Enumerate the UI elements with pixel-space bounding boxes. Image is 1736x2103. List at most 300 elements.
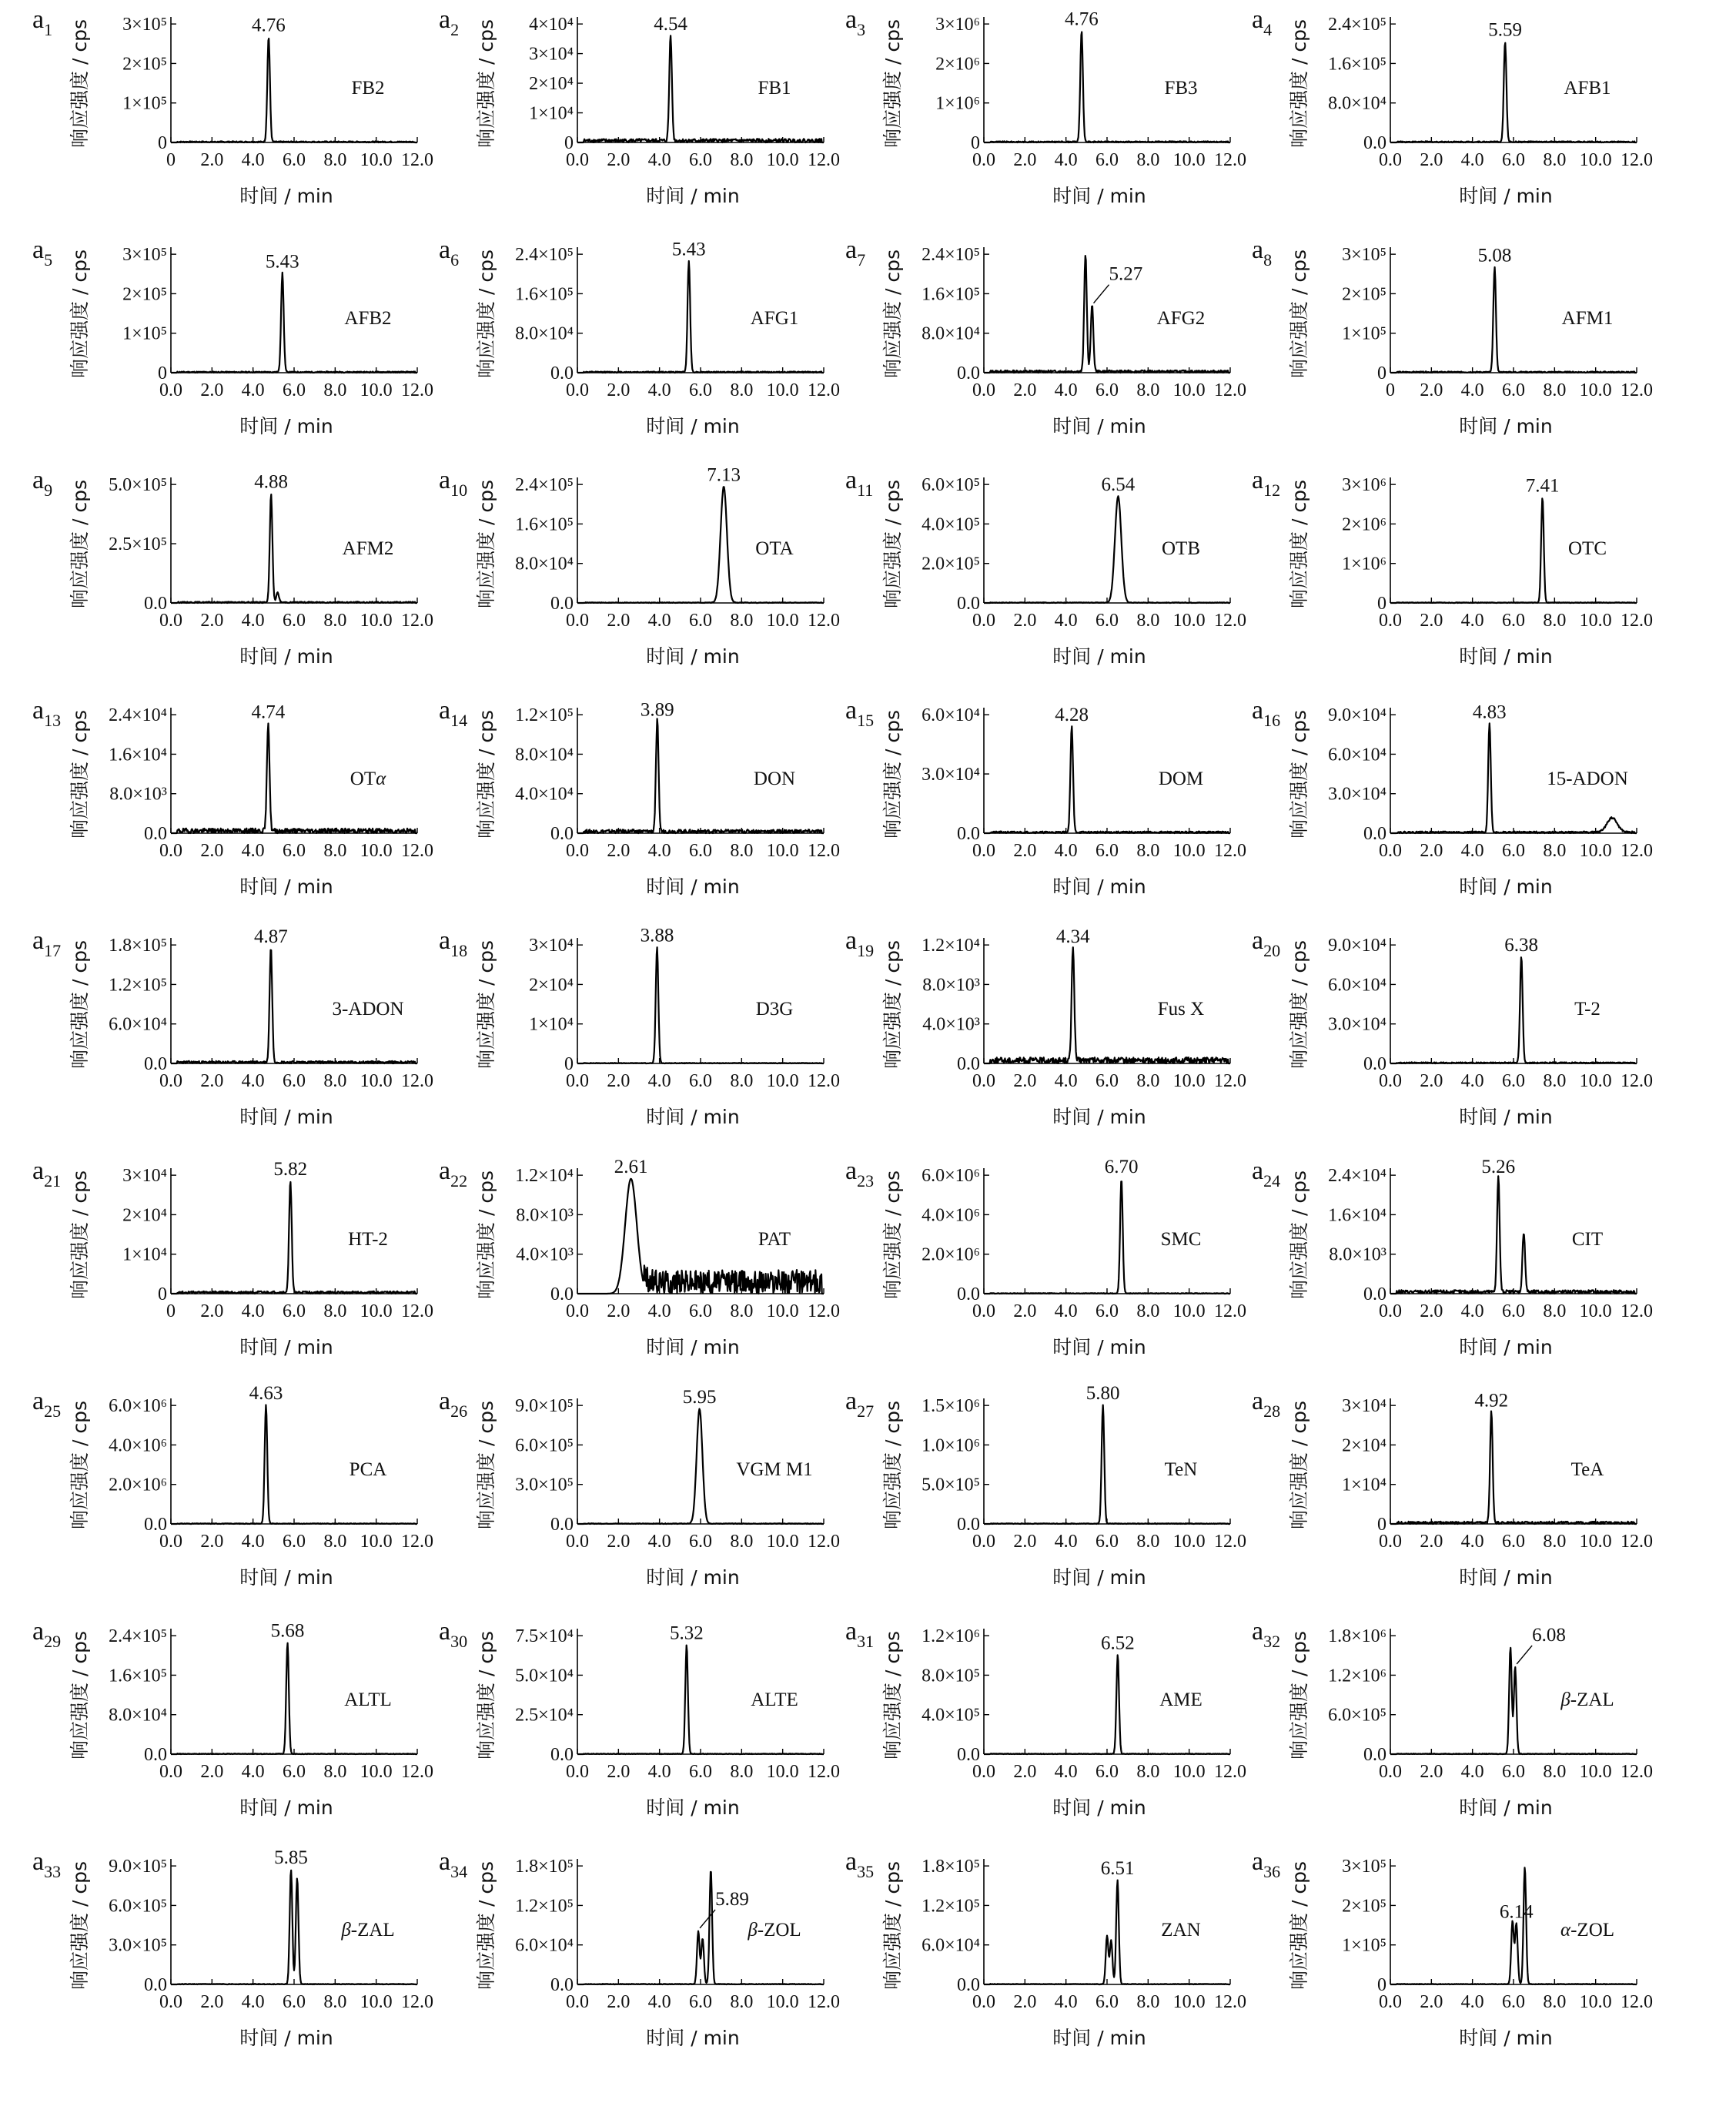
x-tick-label: 6.0	[1095, 1992, 1119, 2012]
chromatogram-panel	[406, 5, 840, 239]
x-axis-label: 时间 / min	[646, 1797, 740, 1819]
compound-name: Fus X	[1157, 999, 1205, 1020]
y-tick-label: 1×10⁴	[529, 1014, 574, 1035]
chromatogram-svg	[813, 5, 1246, 239]
y-tick-label: 4.0×10⁶	[109, 1435, 167, 1456]
x-tick-label: 12.0	[401, 1071, 433, 1091]
x-tick-label: 12.0	[1214, 150, 1246, 170]
peak-label: 6.54	[1101, 474, 1136, 495]
y-tick-label: 8.0×10³	[516, 1205, 574, 1226]
chromatogram-svg	[813, 1619, 1244, 1850]
x-tick-label: 6.0	[283, 611, 306, 631]
panel-id: $a_{35}$	[845, 1847, 875, 1881]
peak-leader	[1094, 285, 1109, 303]
x-tick-label: 12.0	[808, 150, 840, 170]
chromatogram-panel	[406, 1617, 840, 1850]
x-tick-label: 2.0	[200, 380, 224, 400]
y-axis-label: 响应强度 / cps	[881, 480, 904, 608]
x-tick-label: 2.0	[607, 611, 631, 631]
x-tick-label: 8.0	[1136, 380, 1160, 400]
x-tick-label: 4.0	[647, 150, 671, 170]
y-axis-label: 响应强度 / cps	[69, 19, 91, 148]
x-tick-label: 10.0	[1579, 1992, 1612, 2012]
y-tick-label: 2×10⁴	[122, 1205, 167, 1226]
x-tick-label: 6.0	[1095, 1762, 1119, 1782]
x-tick-label: 2.0	[607, 841, 631, 861]
chromatogram-svg	[1219, 468, 1651, 699]
x-axis-label: 时间 / min	[1052, 1797, 1146, 1819]
y-tick-label: 6.0×10⁵	[109, 1896, 167, 1917]
chromatogram-panel	[1219, 926, 1653, 1160]
x-tick-label: 12.0	[401, 150, 433, 170]
x-tick-label: 12.0	[1214, 1532, 1246, 1552]
x-tick-label: 12.0	[401, 841, 433, 861]
y-tick-label: 3.0×10⁴	[1328, 784, 1386, 805]
peak-label: 7.41	[1525, 475, 1560, 497]
chromatogram-panel	[1219, 1617, 1653, 1850]
y-tick-label: 6.0×10⁴	[922, 1935, 980, 1956]
x-axis-label: 时间 / min	[239, 2027, 333, 2049]
x-tick-label: 0.0	[566, 150, 589, 170]
x-tick-label: 8.0	[1543, 1301, 1567, 1321]
x-tick-label: 4.0	[241, 150, 265, 170]
x-tick-label: 12.0	[401, 1762, 433, 1782]
x-tick-label: 6.0	[283, 1992, 306, 2012]
y-tick-label: 0.0	[1363, 1054, 1386, 1074]
x-axis-label: 时间 / min	[1052, 645, 1146, 668]
x-tick-label: 0.0	[566, 1992, 589, 2012]
x-tick-label: 8.0	[1543, 841, 1567, 861]
x-tick-label: 6.0	[283, 1071, 306, 1091]
x-tick-label: 8.0	[323, 1532, 347, 1552]
y-tick-label: 9.0×10⁵	[109, 1857, 167, 1877]
y-tick-label: 0.0	[957, 1054, 980, 1074]
y-tick-label: 1.2×10⁴	[922, 936, 980, 956]
x-tick-label: 6.0	[1502, 1992, 1525, 2012]
x-tick-label: 6.0	[1095, 841, 1119, 861]
x-tick-label: 0.0	[1379, 1301, 1402, 1321]
chromatogram-svg	[0, 1383, 433, 1620]
chromatogram-panel	[813, 1156, 1246, 1390]
x-tick-label: 12.0	[401, 380, 433, 400]
panel-id: $a_{20}$	[1252, 926, 1281, 960]
x-tick-label: 0.0	[1379, 1762, 1402, 1782]
panel-id: $a_9$	[32, 466, 53, 500]
compound-name: DON	[753, 769, 796, 790]
y-tick-label: 2.4×10⁵	[515, 245, 574, 266]
chromatogram-panel	[1219, 1387, 1653, 1620]
y-tick-label: 0	[564, 1054, 574, 1074]
y-tick-label: 8.0×10⁵	[922, 1666, 980, 1686]
peak-label: 2.61	[614, 1156, 648, 1177]
x-axis-label: 时间 / min	[646, 185, 740, 207]
y-tick-label: 9.0×10⁵	[515, 1396, 574, 1417]
peak-label: 6.14	[1499, 1901, 1534, 1923]
y-tick-label: 1.6×10⁵	[515, 514, 574, 535]
x-tick-label: 6.0	[1095, 611, 1119, 631]
panel-id: $a_{27}$	[845, 1387, 875, 1421]
chromatogram-svg	[1219, 926, 1653, 1160]
chromatogram-panel	[813, 1617, 1246, 1850]
x-tick-label: 2.0	[1420, 1301, 1443, 1321]
x-tick-label: 6.0	[1502, 150, 1525, 170]
x-tick-label: 0.0	[972, 1992, 995, 2012]
y-axis-label: 响应强度 / cps	[69, 1401, 91, 1529]
x-tick-label: 6.0	[1502, 841, 1525, 861]
peak-label: 4.76	[252, 15, 286, 36]
y-tick-label: 2.4×10⁴	[109, 705, 167, 726]
x-tick-label: 6.0	[283, 841, 306, 861]
chromatogram-svg	[0, 238, 431, 469]
x-tick-label: 4.0	[647, 1071, 671, 1091]
panel-id: $a_{34}$	[439, 1847, 468, 1881]
x-tick-label: 2.0	[1420, 841, 1443, 861]
x-tick-label: 2.0	[1420, 150, 1443, 170]
x-tick-label: 4.0	[1460, 1071, 1484, 1091]
panel-id: $a_{23}$	[845, 1157, 875, 1190]
chromatogram-svg	[406, 464, 840, 699]
compound-name: VGM M1	[736, 1459, 813, 1481]
x-axis-label: 时间 / min	[646, 1106, 740, 1128]
chromatogram-svg	[813, 1156, 1246, 1390]
x-tick-label: 10.0	[1172, 1301, 1206, 1321]
y-tick-label: 0.0	[550, 594, 574, 614]
peak-label: 5.27	[1109, 263, 1143, 285]
chromatogram-panel	[0, 1617, 433, 1850]
x-tick-label: 2.0	[200, 1532, 224, 1552]
y-tick-label: 8.0×10⁴	[109, 1705, 167, 1726]
x-tick-label: 2.0	[1420, 611, 1443, 631]
x-tick-label: 4.0	[241, 1762, 265, 1782]
x-tick-label: 2.0	[607, 150, 631, 170]
y-axis-label: 响应强度 / cps	[69, 940, 91, 1069]
y-tick-label: 2.5×10⁵	[109, 534, 167, 555]
y-tick-label: 3×10⁵	[1342, 1857, 1386, 1877]
x-tick-label: 6.0	[1502, 1762, 1525, 1782]
x-axis-label: 时间 / min	[239, 1797, 333, 1819]
x-tick-label: 2.0	[607, 1992, 631, 2012]
y-tick-label: 8.0×10³	[922, 975, 980, 996]
x-tick-label: 12.0	[401, 1532, 433, 1552]
chromatogram-panel	[406, 464, 840, 699]
compound-name: T-2	[1574, 999, 1601, 1020]
x-tick-label: 6.0	[283, 380, 306, 400]
y-tick-label: 3×10⁴	[529, 44, 574, 65]
y-tick-label: 3×10⁴	[1342, 1396, 1386, 1417]
x-tick-label: 12.0	[808, 1532, 840, 1552]
peak-label: 4.83	[1472, 702, 1507, 723]
chromatogram-svg	[406, 1847, 840, 2081]
y-tick-label: 2.4×10⁵	[922, 245, 980, 266]
compound-name: AME	[1159, 1689, 1202, 1711]
y-tick-label: 1.2×10⁶	[1328, 1666, 1386, 1686]
x-tick-label: 2.0	[1420, 1071, 1443, 1091]
compound-name: OTα	[350, 769, 386, 790]
x-tick-label: 8.0	[1136, 611, 1160, 631]
y-axis-label: 响应强度 / cps	[1288, 480, 1310, 608]
chromatogram-panel	[406, 1156, 840, 1390]
x-tick-label: 0.0	[972, 1532, 995, 1552]
chromatogram-panel	[406, 236, 840, 469]
x-tick-label: 2.0	[607, 1301, 631, 1321]
y-tick-label: 1.2×10⁵	[922, 1896, 980, 1917]
x-tick-label: 8.0	[1543, 611, 1567, 631]
y-tick-label: 3.0×10⁵	[515, 1475, 574, 1495]
chromatogram-svg	[0, 1159, 431, 1390]
x-tick-label: 0.0	[1379, 1071, 1402, 1091]
x-axis-label: 时间 / min	[1052, 876, 1146, 898]
x-axis-label: 时间 / min	[1052, 2027, 1146, 2049]
y-tick-label: 0	[971, 133, 980, 153]
x-tick-label: 12.0	[401, 1301, 433, 1321]
panel-id: $a_{21}$	[32, 1157, 62, 1190]
compound-name: PCA	[349, 1459, 387, 1481]
x-tick-label: 6.0	[283, 150, 306, 170]
compound-name: FB1	[758, 78, 791, 99]
y-tick-label: 8.0×10⁴	[922, 323, 980, 344]
x-tick-label: 10.0	[766, 1301, 799, 1321]
x-tick-label: 6.0	[1502, 1071, 1525, 1091]
y-tick-label: 5.0×10⁴	[515, 1666, 574, 1686]
x-tick-label: 8.0	[1136, 1301, 1160, 1321]
compound-name: SMC	[1160, 1229, 1202, 1251]
y-tick-label: 3×10⁵	[122, 15, 167, 35]
x-tick-label: 2.0	[1013, 1071, 1037, 1091]
y-tick-label: 0.0	[1363, 1284, 1386, 1304]
x-tick-label: 8.0	[1136, 841, 1160, 861]
x-tick-label: 12.0	[808, 611, 840, 631]
y-tick-label: 4.0×10³	[516, 1244, 574, 1265]
y-tick-label: 0	[158, 133, 167, 153]
chromatogram-panel	[0, 236, 433, 469]
y-tick-label: 1.8×10⁶	[1328, 1626, 1386, 1647]
chromatogram-svg	[813, 698, 1244, 929]
x-tick-label: 6.0	[689, 380, 712, 400]
x-tick-label: 0.0	[566, 1762, 589, 1782]
panel-id: $a_{26}$	[439, 1387, 468, 1421]
y-tick-label: 3.0×10⁵	[109, 1935, 167, 1956]
peak-label: 6.08	[1532, 1624, 1566, 1646]
y-tick-label: 1×10⁴	[122, 1244, 167, 1265]
x-tick-label: 4.0	[241, 1532, 265, 1552]
x-tick-label: 6.0	[1095, 1301, 1119, 1321]
y-axis-label: 响应强度 / cps	[69, 249, 91, 378]
compound-name: β-ZAL	[1560, 1689, 1614, 1711]
y-tick-label: 6.0×10⁴	[1328, 975, 1386, 996]
x-tick-label: 12.0	[1214, 841, 1246, 861]
x-axis-label: 时间 / min	[239, 1336, 333, 1358]
y-tick-label: 6.0×10⁵	[1328, 1705, 1386, 1726]
y-tick-label: 2×10⁶	[1342, 514, 1386, 535]
x-tick-label: 2.0	[1013, 1301, 1037, 1321]
chromatogram-panel	[813, 1383, 1246, 1620]
chromatogram-svg	[813, 1847, 1246, 2081]
y-tick-label: 1×10⁵	[122, 323, 167, 344]
x-tick-label: 0.0	[566, 1532, 589, 1552]
y-tick-label: 1.2×10⁵	[109, 975, 167, 996]
x-axis-label: 时间 / min	[1459, 1797, 1553, 1819]
compound-name: CIT	[1571, 1229, 1604, 1251]
y-axis-label: 响应强度 / cps	[69, 1861, 91, 1990]
x-tick-label: 2.0	[1013, 611, 1037, 631]
chromatogram-svg	[1219, 1389, 1651, 1620]
x-tick-label: 10.0	[360, 841, 393, 861]
x-tick-label: 12.0	[1621, 841, 1653, 861]
x-tick-label: 0.0	[566, 1301, 589, 1321]
y-tick-label: 2.4×10⁴	[1328, 1166, 1386, 1187]
x-tick-label: 12.0	[808, 380, 840, 400]
y-axis-label: 响应强度 / cps	[69, 1170, 91, 1299]
y-tick-label: 0.0	[550, 1745, 574, 1765]
peak-leader	[1517, 1646, 1532, 1664]
x-tick-label: 10.0	[1579, 150, 1612, 170]
x-tick-label: 8.0	[1543, 1532, 1567, 1552]
x-tick-label: 4.0	[647, 611, 671, 631]
y-tick-label: 1.2×10⁶	[922, 1626, 980, 1647]
x-tick-label: 12.0	[1621, 1992, 1653, 2012]
compound-name: 3-ADON	[332, 999, 404, 1020]
y-tick-label: 0.0	[550, 363, 574, 383]
y-tick-label: 0.0	[550, 1975, 574, 1995]
x-tick-label: 4.0	[647, 1532, 671, 1552]
chromatogram-svg	[0, 468, 431, 699]
y-tick-label: 0	[158, 1284, 167, 1304]
y-tick-label: 1.2×10⁵	[515, 1896, 574, 1917]
x-tick-label: 12.0	[808, 1762, 840, 1782]
y-tick-label: 1×10⁶	[1342, 554, 1386, 574]
y-tick-label: 2×10⁶	[935, 54, 980, 75]
panel-id: $a_{22}$	[439, 1157, 468, 1190]
y-tick-label: 1.6×10⁵	[922, 284, 980, 305]
peak-label: 3.89	[640, 699, 674, 721]
x-tick-label: 6.0	[689, 1071, 712, 1091]
chromatogram-panel	[406, 696, 840, 929]
x-tick-label: 0.0	[972, 150, 995, 170]
y-tick-label: 0.0	[550, 1515, 574, 1535]
panel-id: $a_{15}$	[845, 696, 875, 730]
chromatogram-panel	[813, 466, 1246, 699]
y-tick-label: 2.0×10⁶	[109, 1475, 167, 1495]
panel-id: $a_{19}$	[845, 926, 875, 960]
compound-name: β-ZOL	[748, 1920, 801, 1941]
chromatogram-svg	[0, 698, 431, 929]
x-tick-label: 0.0	[159, 1532, 182, 1552]
x-tick-label: 10.0	[1579, 380, 1612, 400]
y-tick-label: 3×10⁵	[122, 245, 167, 266]
x-tick-label: 10.0	[1172, 1762, 1206, 1782]
x-tick-label: 6.0	[689, 841, 712, 861]
x-axis-label: 时间 / min	[646, 645, 740, 668]
x-tick-label: 2.0	[1420, 1762, 1443, 1782]
x-tick-label: 12.0	[1621, 380, 1653, 400]
x-tick-label: 4.0	[1054, 380, 1078, 400]
x-tick-label: 8.0	[323, 1762, 347, 1782]
x-tick-label: 0.0	[1379, 841, 1402, 861]
x-tick-label: 0.0	[159, 380, 182, 400]
chromatogram-panel	[0, 1157, 433, 1390]
x-tick-label: 4.0	[1054, 841, 1078, 861]
chromatogram-svg	[0, 926, 433, 1160]
x-axis-label: 时间 / min	[646, 415, 740, 437]
x-axis-label: 时间 / min	[1052, 415, 1146, 437]
x-tick-label: 6.0	[283, 1301, 306, 1321]
chromatogram-panel	[0, 466, 433, 699]
x-tick-label: 4.0	[1054, 1071, 1078, 1091]
x-tick-label: 4.0	[241, 380, 265, 400]
chromatogram-svg	[406, 698, 838, 929]
x-tick-label: 10.0	[1172, 1532, 1206, 1552]
y-axis-label: 响应强度 / cps	[1288, 19, 1310, 148]
y-tick-label: 0.0	[550, 1284, 574, 1304]
x-tick-label: 4.0	[1460, 1992, 1484, 2012]
x-tick-label: 12.0	[1621, 150, 1653, 170]
x-tick-label: 6.0	[1095, 380, 1119, 400]
y-tick-label: 1.6×10⁴	[109, 745, 167, 765]
x-tick-label: 10.0	[360, 380, 393, 400]
chromatogram-svg	[406, 1156, 840, 1390]
compound-name: α-ZOL	[1560, 1920, 1615, 1941]
compound-name: AFB2	[344, 308, 392, 330]
x-tick-label: 6.0	[689, 611, 712, 631]
y-tick-label: 3×10⁴	[529, 936, 574, 956]
x-axis-label: 时间 / min	[1459, 1566, 1553, 1589]
x-tick-label: 2.0	[200, 1071, 224, 1091]
x-tick-label: 8.0	[323, 1301, 347, 1321]
y-axis-label: 响应强度 / cps	[881, 1861, 904, 1990]
x-tick-label: 4.0	[647, 1992, 671, 2012]
y-axis-label: 响应强度 / cps	[881, 940, 904, 1069]
x-tick-label: 8.0	[1136, 1992, 1160, 2012]
x-axis-label: 时间 / min	[1459, 876, 1553, 898]
peak-label: 5.43	[265, 251, 299, 273]
x-tick-label: 10.0	[360, 1301, 393, 1321]
x-tick-label: 8.0	[1543, 1071, 1567, 1091]
y-tick-label: 0.0	[550, 824, 574, 844]
chromatogram-svg	[813, 926, 1246, 1160]
y-tick-label: 8.0×10³	[1329, 1244, 1386, 1265]
y-axis-label: 响应强度 / cps	[881, 19, 904, 148]
y-tick-label: 4.0×10⁵	[922, 514, 980, 535]
compound-name: OTA	[755, 538, 794, 560]
x-tick-label: 2.0	[607, 1762, 631, 1782]
y-tick-label: 6.0×10⁴	[109, 1014, 167, 1035]
peak-label: 4.92	[1474, 1390, 1509, 1411]
x-tick-label: 0.0	[1379, 1992, 1402, 2012]
x-axis-label: 时间 / min	[1459, 415, 1553, 437]
y-tick-label: 0.0	[957, 1515, 980, 1535]
x-tick-label: 10.0	[1579, 1301, 1612, 1321]
x-tick-label: 2.0	[200, 150, 224, 170]
chromatogram-svg	[0, 5, 433, 239]
chromatogram-svg	[1219, 1847, 1653, 2081]
chromatogram-svg	[1219, 238, 1651, 469]
x-tick-label: 4.0	[241, 1992, 265, 2012]
chromatogram-svg	[1219, 1156, 1653, 1390]
x-tick-label: 0.0	[972, 841, 995, 861]
y-axis-label: 响应强度 / cps	[475, 940, 497, 1069]
y-axis-label: 响应强度 / cps	[881, 249, 904, 378]
x-tick-label: 2.0	[607, 1071, 631, 1091]
panel-id: $a_6$	[439, 236, 460, 270]
y-axis-label: 响应强度 / cps	[881, 710, 904, 839]
panel-id: $a_8$	[1252, 236, 1273, 270]
y-tick-label: 6.0×10⁶	[109, 1396, 167, 1417]
x-tick-label: 8.0	[1543, 150, 1567, 170]
x-tick-label: 12.0	[808, 1301, 840, 1321]
y-tick-label: 7.5×10⁴	[515, 1626, 574, 1647]
compound-name: OTB	[1162, 538, 1200, 560]
y-tick-label: 1×10⁴	[1342, 1475, 1386, 1495]
